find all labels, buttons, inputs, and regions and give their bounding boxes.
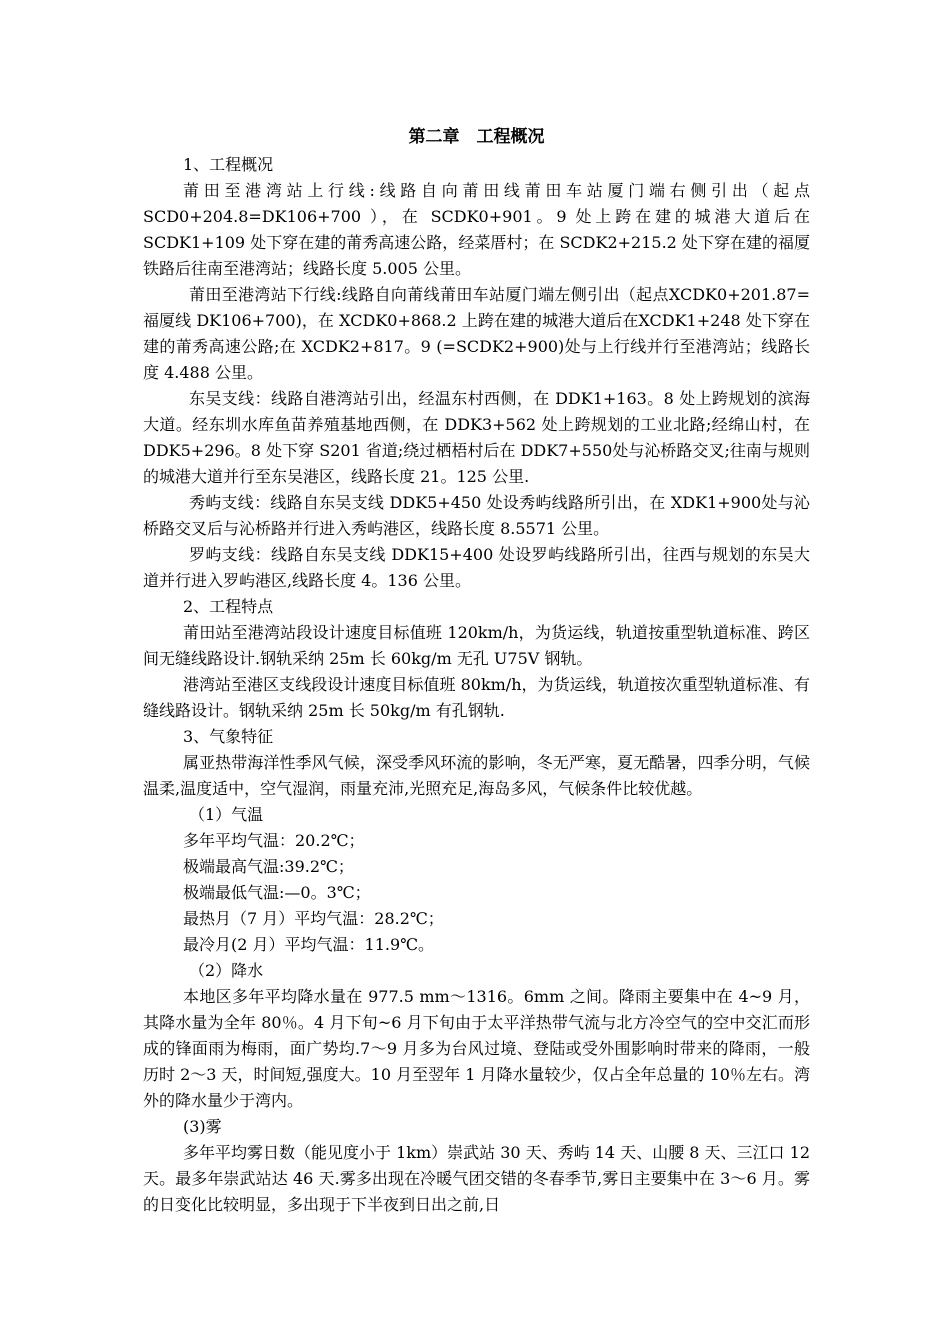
paragraph-xiuyu-branch: 秀屿支线：线路自东吴支线 DDK5+450 处设秀屿线路所引出，在 XDK1+900处与沁桥路交叉后与沁桥路并行进入秀屿港区，线路长度 8.5571 公里。	[143, 493, 810, 538]
chapter-title: 第二章 工程概况	[408, 127, 545, 147]
paragraph-speed-putian: 莆田站至港湾站段设计速度目标值班 120km/h，为货运线，轨道按重型轨道标准、跨区间无缝线路设计.钢轨采纳 25m 长 60kg/m 无孔 U75V 钢轨。	[143, 623, 810, 668]
paragraph-downlink-line: 莆田至港湾站下行线:线路自向莆线莆田车站厦门端左侧引出（起点XCDK0+201.87=福厦线 DK106+700)，在 XCDK0+868.2 上跨在建的城港大道后在XCDK1+248 处下穿在建的莆秀高速公路;在 XCDK2+817。9 (=SCDK2+900)处与上行线并行至港湾站；线路长度 4.488 公里。	[143, 285, 810, 382]
paragraph-dongwu-branch: 东吴支线：线路自港湾站引出，经温东村西侧，在 DDK1+163。8 处上跨规划的滨海大道。经东圳水库鱼苗养殖基地西侧，在 DDK3+562 处上跨规划的工业北路;经绵山村，在 DDK5+296。8 处下穿 S201 省道;绕过栖梧村后在 DDK7+550处与沁桥路交叉;往南与规则的城港大道并行至东吴港区，线路长度 21。125 公里.	[143, 389, 810, 486]
section-heading-2: 2、工程特点	[183, 597, 274, 616]
document-page	[143, 124, 810, 1218]
paragraph-climate: 属亚热带海洋性季风气候，深受季风环流的影响，冬无严寒，夏无酷暑，四季分明，气候温柔,温度适中，空气湿润，雨量充沛,光照充足,海岛多风，气候条件比较优越。	[143, 753, 810, 798]
temperature-average: 多年平均气温：20.2℃；	[183, 831, 365, 850]
paragraph-luoyu-branch: 罗屿支线：线路自东吴支线 DDK15+400 处设罗屿线路所引出，往西与规划的东吴大道并行进入罗屿港区,线路长度 4。136 公里。	[143, 545, 810, 590]
paragraph-uplink-line: 莆田至港湾站上行线:线路自向莆田线莆田车站厦门端右侧引出（起点SCD0+204.8=DK106+700 ），在 SCDK0+901。9 处上跨在建的城港大道后在SCDK1+109 处下穿在建的莆秀高速公路，经菜厝村；在 SCDK2+215.2 处下穿在建的福厦铁路后往南至港湾站；线路长度 5.005 公里。	[143, 181, 810, 278]
paragraph-fog: 多年平均雾日数（能见度小于 1km）崇武站 30 天、秀屿 14 天、山腰 8 天、三江口 12 天。最多年崇武站达 46 天.雾多出现在冷暖气团交错的冬春季节,雾日主要集中在 3～6 月。雾的日变化比较明显，多出现于下半夜到日出之前,日	[143, 1143, 810, 1214]
paragraph-speed-branch: 港湾站至港区支线段设计速度目标值班 80km/h，为货运线，轨道按次重型轨道标准、有缝线路设计。钢轨采纳 25m 长 50kg/m 有孔钢轨.	[143, 675, 810, 720]
temperature-max: 极端最高气温:39.2℃；	[183, 857, 354, 876]
temperature-hottest-month: 最热月（7 月）平均气温：28.2℃；	[183, 909, 444, 928]
temperature-min: 极端最低气温:—0。3℃；	[183, 883, 371, 902]
paragraph-precipitation: 本地区多年平均降水量在 977.5 mm～1316。6mm 之间。降雨主要集中在 4~9 月，其降水量为全年 80％。4 月下旬~6 月下旬由于太平洋热带气流与北方冷空气的空中交汇而形成的锋面雨为梅雨，面广势均.7～9 月多为台风过境、登陆或受外围影响时带来的降雨，一般历时 2～3 天，时间短,强度大。10 月至翌年 1 月降水量较少，仅占全年总量的 10％左右。湾外的降水量少于湾内。	[143, 987, 810, 1110]
section-heading-1: 1、工程概况	[183, 155, 274, 174]
section-heading-3: 3、气象特征	[183, 727, 274, 746]
subheading-fog: (3)雾	[183, 1117, 222, 1136]
subheading-temperature: （1）气温	[189, 805, 264, 824]
temperature-coldest-month: 最冷月(2 月）平均气温：11.9℃。	[183, 935, 435, 954]
subheading-precipitation: （2）降水	[189, 961, 264, 980]
